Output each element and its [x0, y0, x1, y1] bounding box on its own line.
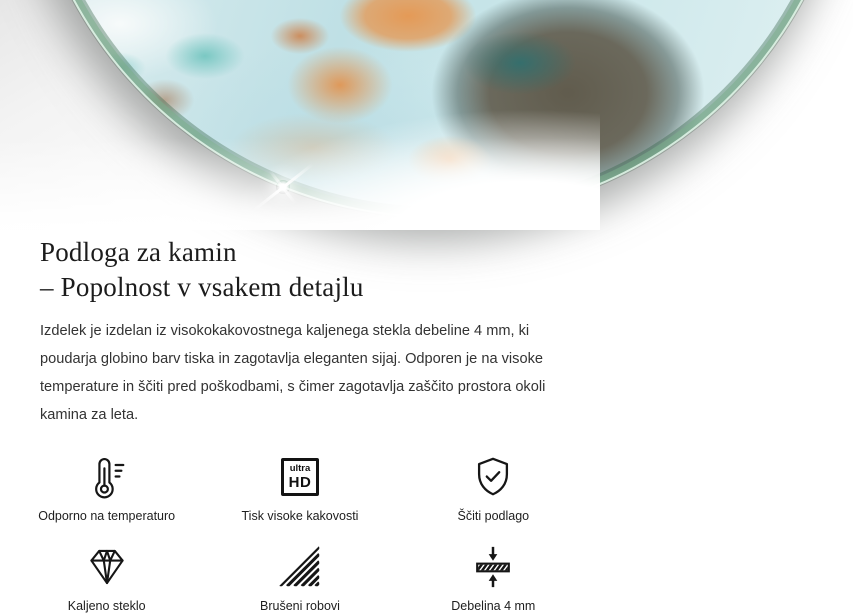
- shield-check-icon: [470, 453, 516, 501]
- glass-panel: [23, 0, 853, 218]
- polished-edges-icon: [278, 543, 322, 591]
- feature-print-quality: [203, 453, 396, 523]
- feature-polished-edges: [203, 543, 396, 613]
- sparkle-icon: [276, 180, 290, 194]
- feature-tempered-glass: [10, 543, 203, 613]
- feature-thickness: [397, 543, 590, 613]
- feature-label: Brušeni robovi: [260, 599, 340, 613]
- features-grid: [0, 453, 600, 613]
- ultra-hd-text-top: ultra: [289, 463, 311, 475]
- feature-label: Odporno na temperaturo: [38, 509, 176, 523]
- feature-label: Kaljeno steklo: [67, 599, 146, 613]
- ultra-hd-icon: [281, 453, 319, 501]
- ultra-hd-text-bottom: HD: [288, 473, 312, 491]
- feature-label: Ščiti podlago: [457, 509, 530, 523]
- feature-temperature: [10, 453, 203, 523]
- title-line-2: – Popolnost v vsakem detajlu: [40, 272, 364, 302]
- thermometer-icon: [84, 453, 130, 501]
- feature-label: Tisk visoke kakovosti: [241, 509, 359, 523]
- product-image: [0, 0, 600, 230]
- thickness-icon: [470, 543, 516, 591]
- title-line-1: Podloga za kamin: [40, 237, 237, 267]
- diamond-icon: [85, 543, 129, 591]
- product-description: Izdelek je izdelan iz visokokakovostnega kaljenega stekla debeline 4 mm, ki poudarja globino barv tiska in zagotavlja eleganten sijaj. Odporen je na visoke temperature in ščiti pred poškodbami, s čimer zagotavlja zaščito prostora okoli kamina za leta.: [40, 323, 546, 423]
- feature-protection: [397, 453, 590, 523]
- feature-label: Debelina 4 mm: [451, 599, 536, 613]
- page-title: [40, 235, 560, 305]
